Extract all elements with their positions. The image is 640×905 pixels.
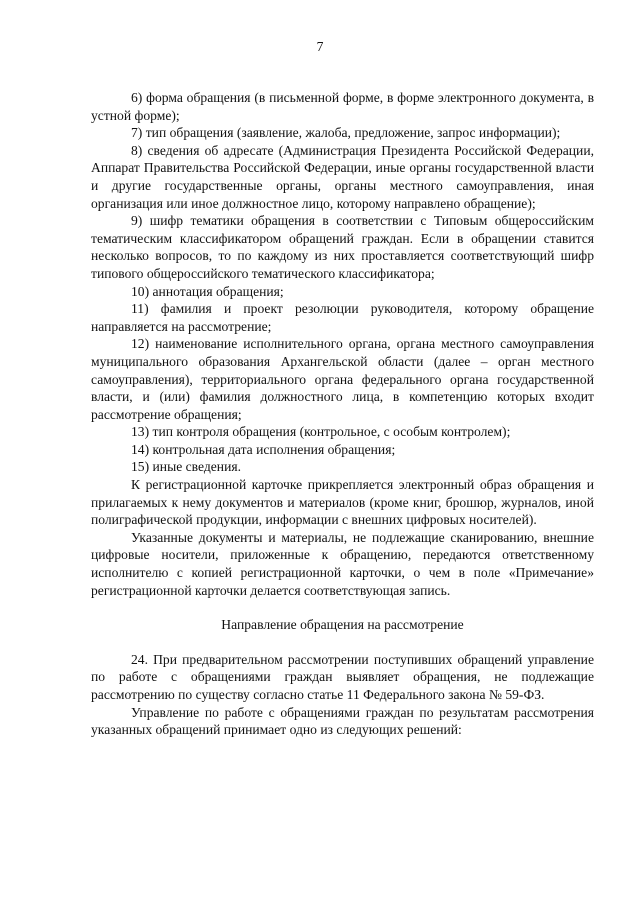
paragraph-documents: Указанные документы и материалы, не подлежащие сканированию, внешние цифровые носители, приложенные к обращению, передаются ответственному исполнителю с копией регистрационной карточки, о чем в поле «Примечание» регистрационной карточки делается соответствующая запись. bbox=[91, 529, 594, 598]
list-item-10: 10) аннотация обращения; bbox=[131, 283, 284, 299]
paragraph-24: 24. При предварительном рассмотрении поступивших обращений управление по работе с обращениями граждан выявляет обращения, не подлежащие рассмотрению по существу согласно статье 11 Федерального закона № 59-ФЗ. bbox=[91, 651, 594, 702]
list-item-15: 15) иные сведения. bbox=[131, 459, 242, 475]
list-item-14: 14) контрольная дата исполнения обращения; bbox=[131, 441, 396, 457]
paragraph-attachment: К регистрационной карточке прикрепляется электронный образ обращения и прилагаемых к нему документов и материалов (кроме книг, брошюр, журналов, иной полиграфической продукции, информации с внешних цифровых носителей). bbox=[91, 477, 594, 528]
list-item-9: 9) шифр тематики обращения в соответствии с Типовым общероссийским тематическим классификатором обращений граждан. Если в обращении ставится несколько вопросов, то по каждому из них проставляется соответствующий шифр типового общероссийского тематического классификатора; bbox=[91, 213, 594, 281]
paragraph-decisions: Управление по работе с обращениями граждан по результатам рассмотрения указанных обращений принимает одно из следующих решений: bbox=[91, 704, 594, 738]
list-item-11: 11) фамилия и проект резолюции руководителя, которому обращение направляется на рассмотрение; bbox=[91, 301, 594, 334]
list-item-12: 12) наименование исполнительного органа, органа местного самоуправления муниципального образования Архангельской области (далее – орган местного самоуправления), территориального органа федерального органа государственной власти, и (или) фамилия должностного лица, в компетенцию которых входит рассмотрение обращения; bbox=[91, 336, 594, 422]
list-item-13: 13) тип контроля обращения (контрольное, с особым контролем); bbox=[131, 424, 511, 440]
list-item-8: 8) сведения об адресате (Администрация Президента Российской Федерации, Аппарат Правительства Российской Федерации, иные органы государственной власти и другие государственные органы, органы местного самоуправления, иная организация или иное должностное лицо, которому направлено обращение); bbox=[91, 142, 594, 211]
section-heading: Направление обращения на рассмотрение bbox=[221, 617, 464, 633]
list-item-7: 7) тип обращения (заявление, жалоба, предложение, запрос информации); bbox=[131, 125, 561, 141]
document-body bbox=[91, 89, 594, 739]
page-number: 7 bbox=[316, 39, 324, 54]
list-item-6: 6) форма обращения (в письменной форме, в форме электронного документа, в устной форме); bbox=[91, 90, 594, 123]
